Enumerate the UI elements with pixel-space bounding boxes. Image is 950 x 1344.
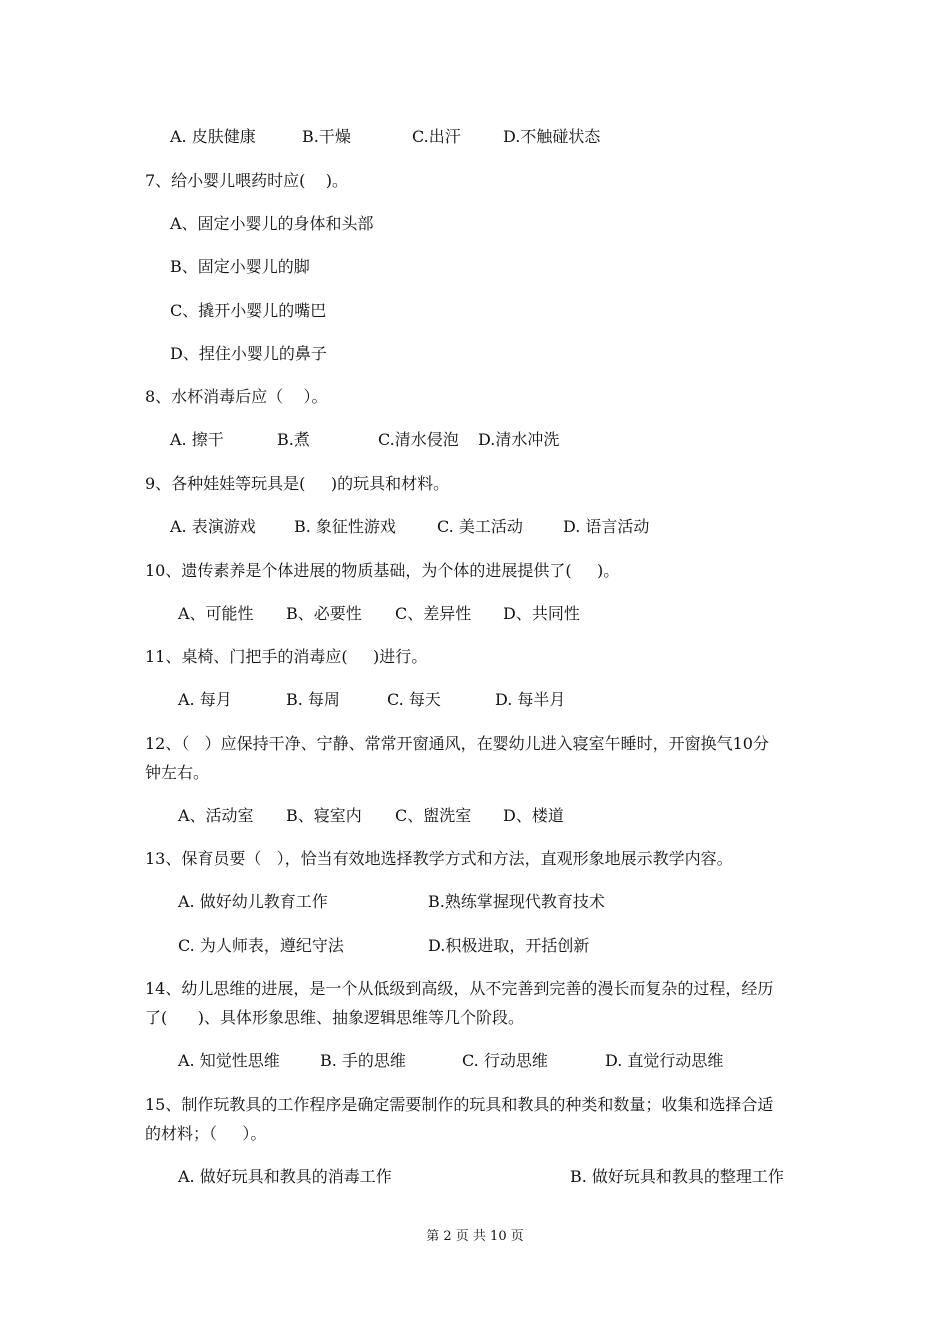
q14-option-a: A. 知觉性思维 [178, 1051, 280, 1070]
q7-option-b: B、固定小婴儿的脚 [170, 257, 310, 276]
q11-option-b: B. 每周 [286, 690, 340, 709]
q12-option-b: B、寝室内 [286, 806, 362, 825]
question-9-stem: 9、各种娃娃等玩具是( )的玩具和材料。 [145, 474, 450, 493]
question-13-stem: 13、保育员要（ ），恰当有效地选择教学方式和方法，直观形象地展示教学内容。 [145, 849, 733, 868]
question-15-stem-line2: 的材料；（ ）。 [145, 1124, 267, 1143]
question-8-stem: 8、水杯消毒后应（ ）。 [145, 387, 328, 406]
q10-option-d: D、共同性 [503, 604, 580, 623]
q12-option-a: A、活动室 [178, 806, 254, 825]
q14-option-c: C. 行动思维 [462, 1051, 548, 1070]
q7-option-c: C、撬开小婴儿的嘴巴 [170, 301, 327, 320]
q10-option-c: C、差异性 [395, 604, 472, 623]
option-a: A. 皮肤健康 [170, 127, 256, 146]
q10-option-b: B、必要性 [286, 604, 362, 623]
option-c: C.出汗 [412, 127, 461, 146]
question-12-stem-line1: 12、（ ）应保持干净、宁静、常常开窗通风，在婴幼儿进入寝室午睡时，开窗换气10分 [145, 734, 769, 753]
q13-option-b: B.熟练掌握现代教育技术 [428, 892, 605, 911]
question-10-stem: 10、遗传素养是个体进展的物质基础，为个体的进展提供了( )。 [145, 561, 620, 580]
q9-option-d: D. 语言活动 [563, 517, 650, 536]
q13-option-c: C. 为人师表，遵纪守法 [178, 936, 344, 955]
q9-option-b: B. 象征性游戏 [294, 517, 396, 536]
question-15-stem-line1: 15、制作玩教具的工作程序是确定需要制作的玩具和教具的种类和数量；收集和选择合适 [145, 1095, 774, 1114]
q11-option-a: A. 每月 [178, 690, 232, 709]
question-14-stem-line1: 14、幼儿思维的进展，是一个从低级到高级，从不完善到完善的漫长而复杂的过程，经历 [145, 979, 774, 998]
page-footer: 第 2 页 共 10 页 [426, 1229, 524, 1244]
q10-option-a: A、可能性 [178, 604, 254, 623]
q13-option-d: D.积极进取，开括创新 [428, 936, 590, 955]
q8-option-d: D.清水冲洗 [478, 430, 560, 449]
question-7-stem: 7、给小婴儿喂药时应( )。 [145, 171, 349, 190]
q14-option-d: D. 直觉行动思维 [605, 1051, 724, 1070]
q8-option-c: C.清水侵泡 [378, 430, 459, 449]
q14-option-b: B. 手的思维 [320, 1051, 406, 1070]
q11-option-c: C. 每天 [387, 690, 441, 709]
option-d: D.不触碰状态 [503, 127, 601, 146]
q12-option-c: C、盥洗室 [395, 806, 472, 825]
q9-option-c: C. 美工活动 [437, 517, 523, 536]
q15-option-b: B. 做好玩具和教具的整理工作 [570, 1167, 784, 1186]
q9-option-a: A. 表演游戏 [170, 517, 256, 536]
q8-option-a: A. 擦干 [170, 430, 224, 449]
question-11-stem: 11、桌椅、门把手的消毒应( )进行。 [145, 647, 428, 666]
q13-option-a: A. 做好幼儿教育工作 [178, 892, 328, 911]
q7-option-a: A、固定小婴儿的身体和头部 [170, 214, 374, 233]
q8-option-b: B.煮 [277, 430, 310, 449]
question-12-stem-line2: 钟左右。 [145, 763, 210, 782]
q7-option-d: D、捏住小婴儿的鼻子 [170, 344, 327, 363]
q15-option-a: A. 做好玩具和教具的消毒工作 [178, 1167, 392, 1186]
q11-option-d: D. 每半月 [495, 690, 566, 709]
question-14-stem-line2: 了( )、具体形象思维、抽象逻辑思维等几个阶段。 [145, 1008, 525, 1027]
option-b: B.干燥 [302, 127, 351, 146]
q12-option-d: D、楼道 [503, 806, 564, 825]
